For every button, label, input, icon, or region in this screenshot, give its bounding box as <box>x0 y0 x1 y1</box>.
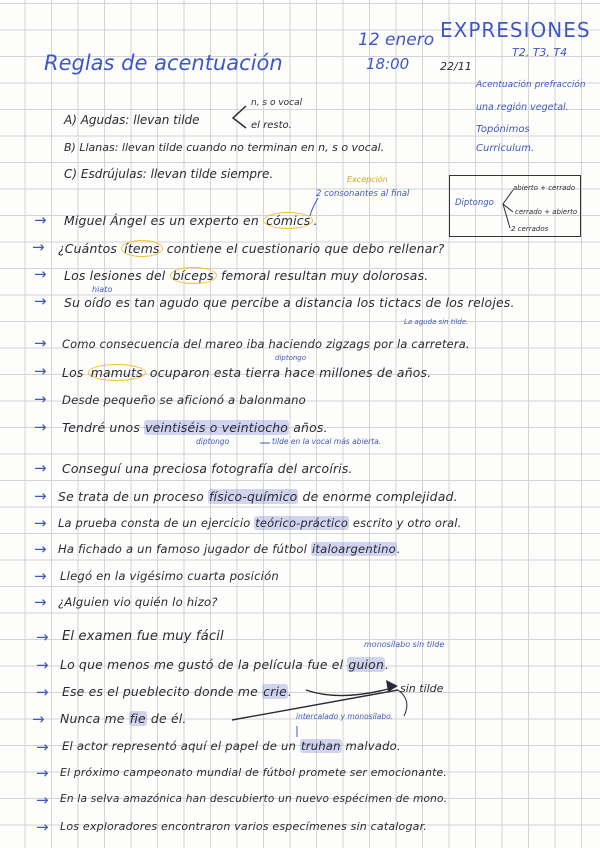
consonantes-note: 2 consonantes al final <box>316 189 410 199</box>
sentence-12: Ha fichado a un famoso jugador de fútbol italoargentino. <box>58 542 401 556</box>
diphthong-item-3: 2 cerrados <box>511 225 549 233</box>
rule-a-branch-1: n, s o vocal <box>251 98 303 108</box>
sentence-21: En la selva amazónica han descubierto un nuevo espécimen de mono. <box>60 793 448 805</box>
date: 12 enero <box>358 30 435 50</box>
rule-c: C) Esdrújulas: llevan tilde siempre. <box>64 167 274 181</box>
bullet-arrow-icon: → <box>34 334 47 352</box>
rule-a: A) Agudas: llevan tilde <box>64 113 200 127</box>
intercalado-note: intercalado y monosílabo. <box>296 712 394 721</box>
fraction: 22/11 <box>440 60 472 73</box>
bullet-arrow-icon: → <box>36 738 49 756</box>
sin-tilde-note: sin tilde <box>400 682 444 695</box>
diptongo-note-2: diptongo <box>196 437 230 446</box>
rule-c-text: llevan tilde siempre. <box>150 167 274 181</box>
sentence-6: Los mamuts ocuparon esta tierra hace millones de años. <box>62 365 432 380</box>
sentence-13: Llegó en la vigésimo cuarta posición <box>60 569 279 583</box>
bullet-arrow-icon: → <box>34 211 47 229</box>
bullet-arrow-icon: → <box>34 265 47 283</box>
rule-a-letter: A) <box>64 113 77 127</box>
sentence-22: Los exploradores encontraron varios especímenes sin catalogar. <box>60 820 428 833</box>
sentence-17: Ese es el pueblecito donde me crie. <box>62 684 293 699</box>
bullet-arrow-icon: → <box>36 628 49 646</box>
tilde-vocal-note: tilde en la vocal más abierta. <box>272 437 382 446</box>
sentence-10: Se trata de un proceso físico-químico de enorme complejidad. <box>58 489 458 504</box>
note-2: una región vegetal. <box>476 102 569 113</box>
bullet-arrow-icon: → <box>32 710 45 728</box>
rule-c-name: Esdrújulas <box>80 167 143 181</box>
time: 18:00 <box>366 55 410 73</box>
sentence-19: El actor representó aquí el papel de un truhan malvado. <box>62 739 401 753</box>
bullet-arrow-icon: → <box>34 567 47 585</box>
sentence-18: Nunca me fie de él. <box>60 711 187 726</box>
bullet-arrow-icon: → <box>36 683 49 701</box>
bullet-arrow-icon: → <box>34 593 47 611</box>
rule-c-letter: C) <box>64 167 78 181</box>
excepcion-note: Excepción <box>347 175 388 184</box>
bullet-arrow-icon: → <box>34 362 47 380</box>
aguda-note: La aguda sin tilde. <box>404 318 469 326</box>
sentence-14: ¿Alguien vio quién lo hizo? <box>58 595 218 609</box>
bullet-arrow-icon: → <box>32 238 45 256</box>
sentence-8: Tendré unos veintiséis o veintiocho años. <box>62 420 328 435</box>
units: T2, T3, T4 <box>512 46 568 59</box>
sentence-16: Lo que menos me gustó de la película fue el guion. <box>60 657 390 672</box>
sentence-15: El examen fue muy fácil <box>62 629 224 644</box>
rule-a-branch-2: el resto. <box>251 120 292 131</box>
bullet-arrow-icon: → <box>34 390 47 408</box>
bullet-arrow-icon: → <box>34 487 47 505</box>
bullet-arrow-icon: → <box>36 818 49 836</box>
bullet-arrow-icon: → <box>34 418 47 436</box>
sentence-9: Conseguí una preciosa fotografía del arcoíris. <box>62 461 353 476</box>
note-1: Acentuación prefracción <box>476 80 586 90</box>
rule-b-letter: B) <box>64 141 76 154</box>
sentence-1: Miguel Ángel es un experto en cómics . <box>64 213 318 228</box>
subject: EXPRESIONES <box>440 18 591 42</box>
monosilabo-note: monosílabo sin tilde <box>364 640 445 649</box>
rule-b: B) Llanas: llevan tilde cuando no terminan en n, s o vocal. <box>64 141 385 154</box>
bullet-arrow-icon: → <box>36 764 49 782</box>
bullet-arrow-icon: → <box>36 791 49 809</box>
rule-a-text: llevan tilde <box>133 113 200 127</box>
note-3: Topónimos <box>476 124 530 135</box>
sentence-2: ¿Cuántos ítems contiene el cuestionario que debo rellenar? <box>58 241 445 256</box>
sentence-5: Como consecuencia del mareo iba haciendo zigzags por la carretera. <box>62 337 470 351</box>
diphthong-item-2: cerrado + abierto <box>515 208 578 216</box>
rule-b-name: Llanas <box>79 141 115 154</box>
bullet-arrow-icon: → <box>34 459 47 477</box>
diptongo-note-1: diptongo <box>275 354 307 362</box>
bullet-arrow-icon: → <box>34 292 47 310</box>
diphthong-item-1: abierto + cerrado <box>513 184 576 192</box>
sentence-4: Su oído es tan agudo que percibe a distancia los tictacs de los relojes. <box>64 295 515 310</box>
bullet-arrow-icon: → <box>34 514 47 532</box>
sentence-11: La prueba consta de un ejercicio teórico-práctico escrito y otro oral. <box>58 516 462 530</box>
rule-b-text: llevan tilde cuando no terminan en n, s o vocal. <box>121 141 385 154</box>
bullet-arrow-icon: → <box>34 540 47 558</box>
bullet-arrow-icon: → <box>36 656 49 674</box>
page-title: Reglas de acentuación <box>44 51 283 75</box>
sentence-3: Los lesiones del bíceps femoral resultan muy dolorosas. <box>64 268 429 283</box>
hiato-note: hiato <box>92 285 113 294</box>
note-4: Curriculum. <box>476 143 535 154</box>
rule-a-name: Agudas <box>80 113 126 127</box>
sentence-7: Desde pequeño se aficionó a balonmano <box>62 393 306 407</box>
sentence-20: El próximo campeonato mundial de fútbol promete ser emocionante. <box>60 766 448 779</box>
diphthong-label: Diptongo <box>455 198 494 208</box>
